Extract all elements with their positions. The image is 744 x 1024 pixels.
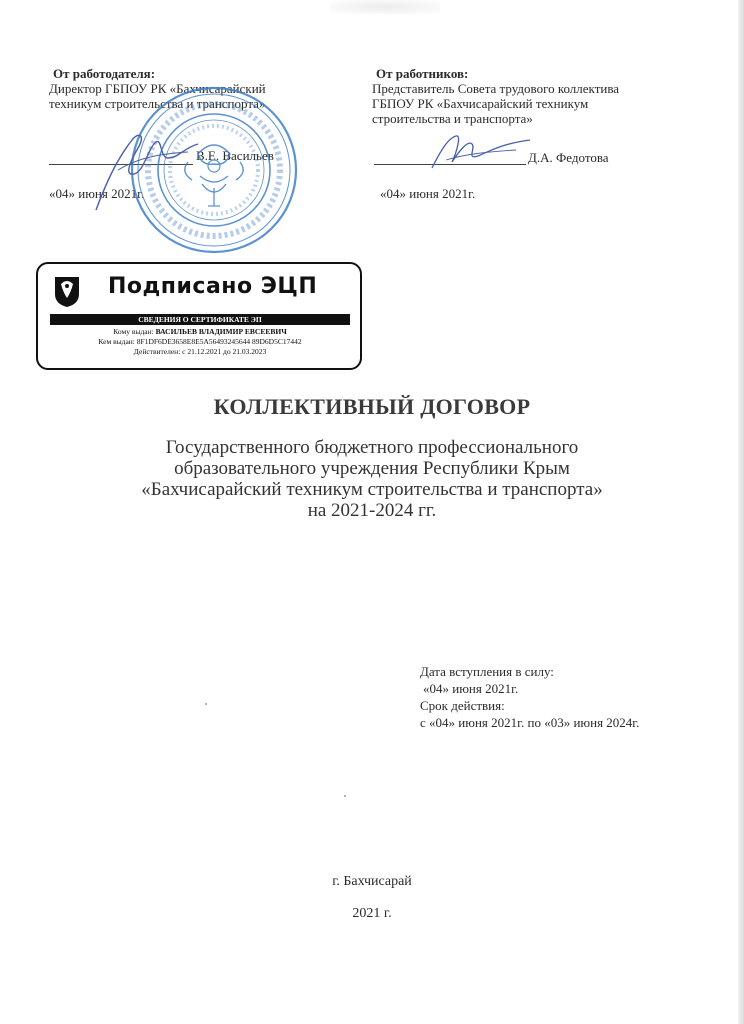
employees-signer-name: Д.А. Федотова bbox=[528, 150, 609, 165]
page-edge-shadow bbox=[738, 0, 744, 1024]
organization-line2: образовательного учреждения Республики Крым bbox=[174, 458, 570, 479]
employees-position-line1: Представитель Совета трудового коллектива bbox=[372, 81, 620, 96]
employer-position-line2: техникум строительства и транспорта» bbox=[49, 96, 266, 111]
scan-smudge bbox=[330, 0, 440, 14]
organization-line1: Государственного бюджетного профессионального bbox=[165, 437, 579, 458]
year: 2021 г. bbox=[352, 906, 392, 921]
ecp-issued-by: Кем выдан: 8F1DF6DE3658E8E5A56493245644 89D6D5C17442 bbox=[98, 337, 302, 346]
term-label: Срок действия: bbox=[420, 698, 505, 713]
ecp-issued-to: Кому выдан: ВАСИЛЬЕВ ВЛАДИМИР ЕВСЕЕВИЧ bbox=[113, 327, 287, 336]
employees-position-line2: ГБПОУ РК «Бахчисарайский техникум bbox=[372, 96, 589, 111]
ecp-certificate-bar: СВЕДЕНИЯ О СЕРТИФИКАТЕ ЭП bbox=[50, 314, 350, 325]
crimea-emblem-icon bbox=[52, 274, 82, 308]
scan-speck bbox=[205, 703, 207, 705]
organization-name-block bbox=[60, 437, 684, 521]
city: г. Бахчисарай bbox=[332, 874, 412, 889]
employees-position-line3: строительства и транспорта» bbox=[372, 111, 533, 126]
electronic-signature-stamp bbox=[36, 262, 362, 370]
employer-date: «04» июня 2021г. bbox=[49, 186, 145, 201]
ecp-valid-period: Действителен: с 21.12.2021 до 21.03.2023 bbox=[133, 347, 267, 356]
scan-speck bbox=[344, 795, 346, 797]
employer-position-line1: Директор ГБПОУ РК «Бахчисарайский bbox=[49, 81, 266, 96]
effective-date-label: Дата вступления в силу: bbox=[420, 664, 554, 679]
employer-heading: От работодателя: bbox=[53, 66, 156, 81]
effective-date-value: «04» июня 2021г. bbox=[423, 681, 519, 696]
validity-block bbox=[420, 663, 720, 731]
employees-heading: От работников: bbox=[376, 66, 469, 81]
document-title: КОЛЛЕКТИВНЫЙ ДОГОВОР bbox=[213, 394, 531, 419]
contract-period: на 2021-2024 гг. bbox=[307, 500, 437, 521]
employees-signature-icon bbox=[426, 130, 536, 174]
employees-block bbox=[372, 66, 672, 126]
organization-line3: «Бахчисарайский техникум строительства и транспорта» bbox=[141, 479, 603, 500]
employer-signature-icon bbox=[88, 118, 208, 214]
employer-signer-name: В.Е. Васильев bbox=[196, 148, 274, 163]
employees-date: «04» июня 2021г. bbox=[380, 186, 476, 201]
ecp-title: Подписано ЭЦП bbox=[108, 274, 318, 299]
term-value: с «04» июня 2021г. по «03» июня 2024г. bbox=[420, 715, 640, 730]
